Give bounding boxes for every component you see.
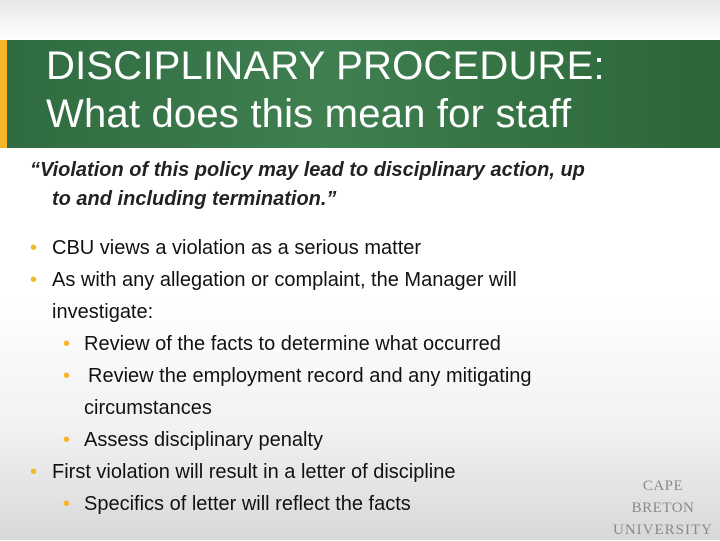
- list-item-text-continued: investigate:: [52, 301, 154, 323]
- bullet-marker: •: [30, 461, 38, 483]
- sub-list-item-text-continued: circumstances: [84, 397, 212, 419]
- logo-line-2: UNIVERSITY: [613, 522, 713, 538]
- top-gradient: [0, 0, 720, 40]
- logo-line-1: CAPE BRETON: [631, 478, 695, 516]
- list-item-text: As with any allegation or complaint, the Manager will: [52, 269, 517, 291]
- sub-bullet-marker: •: [63, 493, 71, 515]
- slide-title-line-1: DISCIPLINARY PROCEDURE:: [46, 44, 605, 88]
- sub-list-item: [0, 424, 720, 456]
- sub-list-item-text: Specifics of letter will reflect the facts: [84, 493, 411, 515]
- policy-quote-line-1: “Violation of this policy may lead to disciplinary action, up: [30, 159, 585, 181]
- university-logo: [612, 475, 714, 538]
- bullet-marker: •: [30, 237, 38, 259]
- policy-quote-line-2: to and including termination.”: [52, 188, 337, 210]
- list-item: [0, 232, 720, 264]
- sub-list-item-text: Assess disciplinary penalty: [84, 429, 323, 451]
- sub-list-item-text: Review the employment record and any mitigating: [88, 365, 532, 387]
- gold-accent-stripe: [0, 40, 7, 148]
- bullet-marker: •: [30, 269, 38, 291]
- sub-bullet-marker: •: [63, 365, 71, 387]
- sub-bullet-marker: •: [63, 333, 71, 355]
- sub-list-item: [0, 328, 720, 360]
- policy-quote: [30, 156, 702, 214]
- list-item-text: First violation will result in a letter of discipline: [52, 461, 456, 483]
- list-item: [0, 264, 720, 328]
- sub-bullet-marker: •: [63, 429, 71, 451]
- sub-list-item-text: Review of the facts to determine what occurred: [84, 333, 501, 355]
- slide-title-line-2: What does this mean for staff: [46, 92, 572, 136]
- list-item-text: CBU views a violation as a serious matter: [52, 237, 422, 259]
- sub-list-item: [0, 360, 720, 424]
- slide-title: [46, 42, 706, 138]
